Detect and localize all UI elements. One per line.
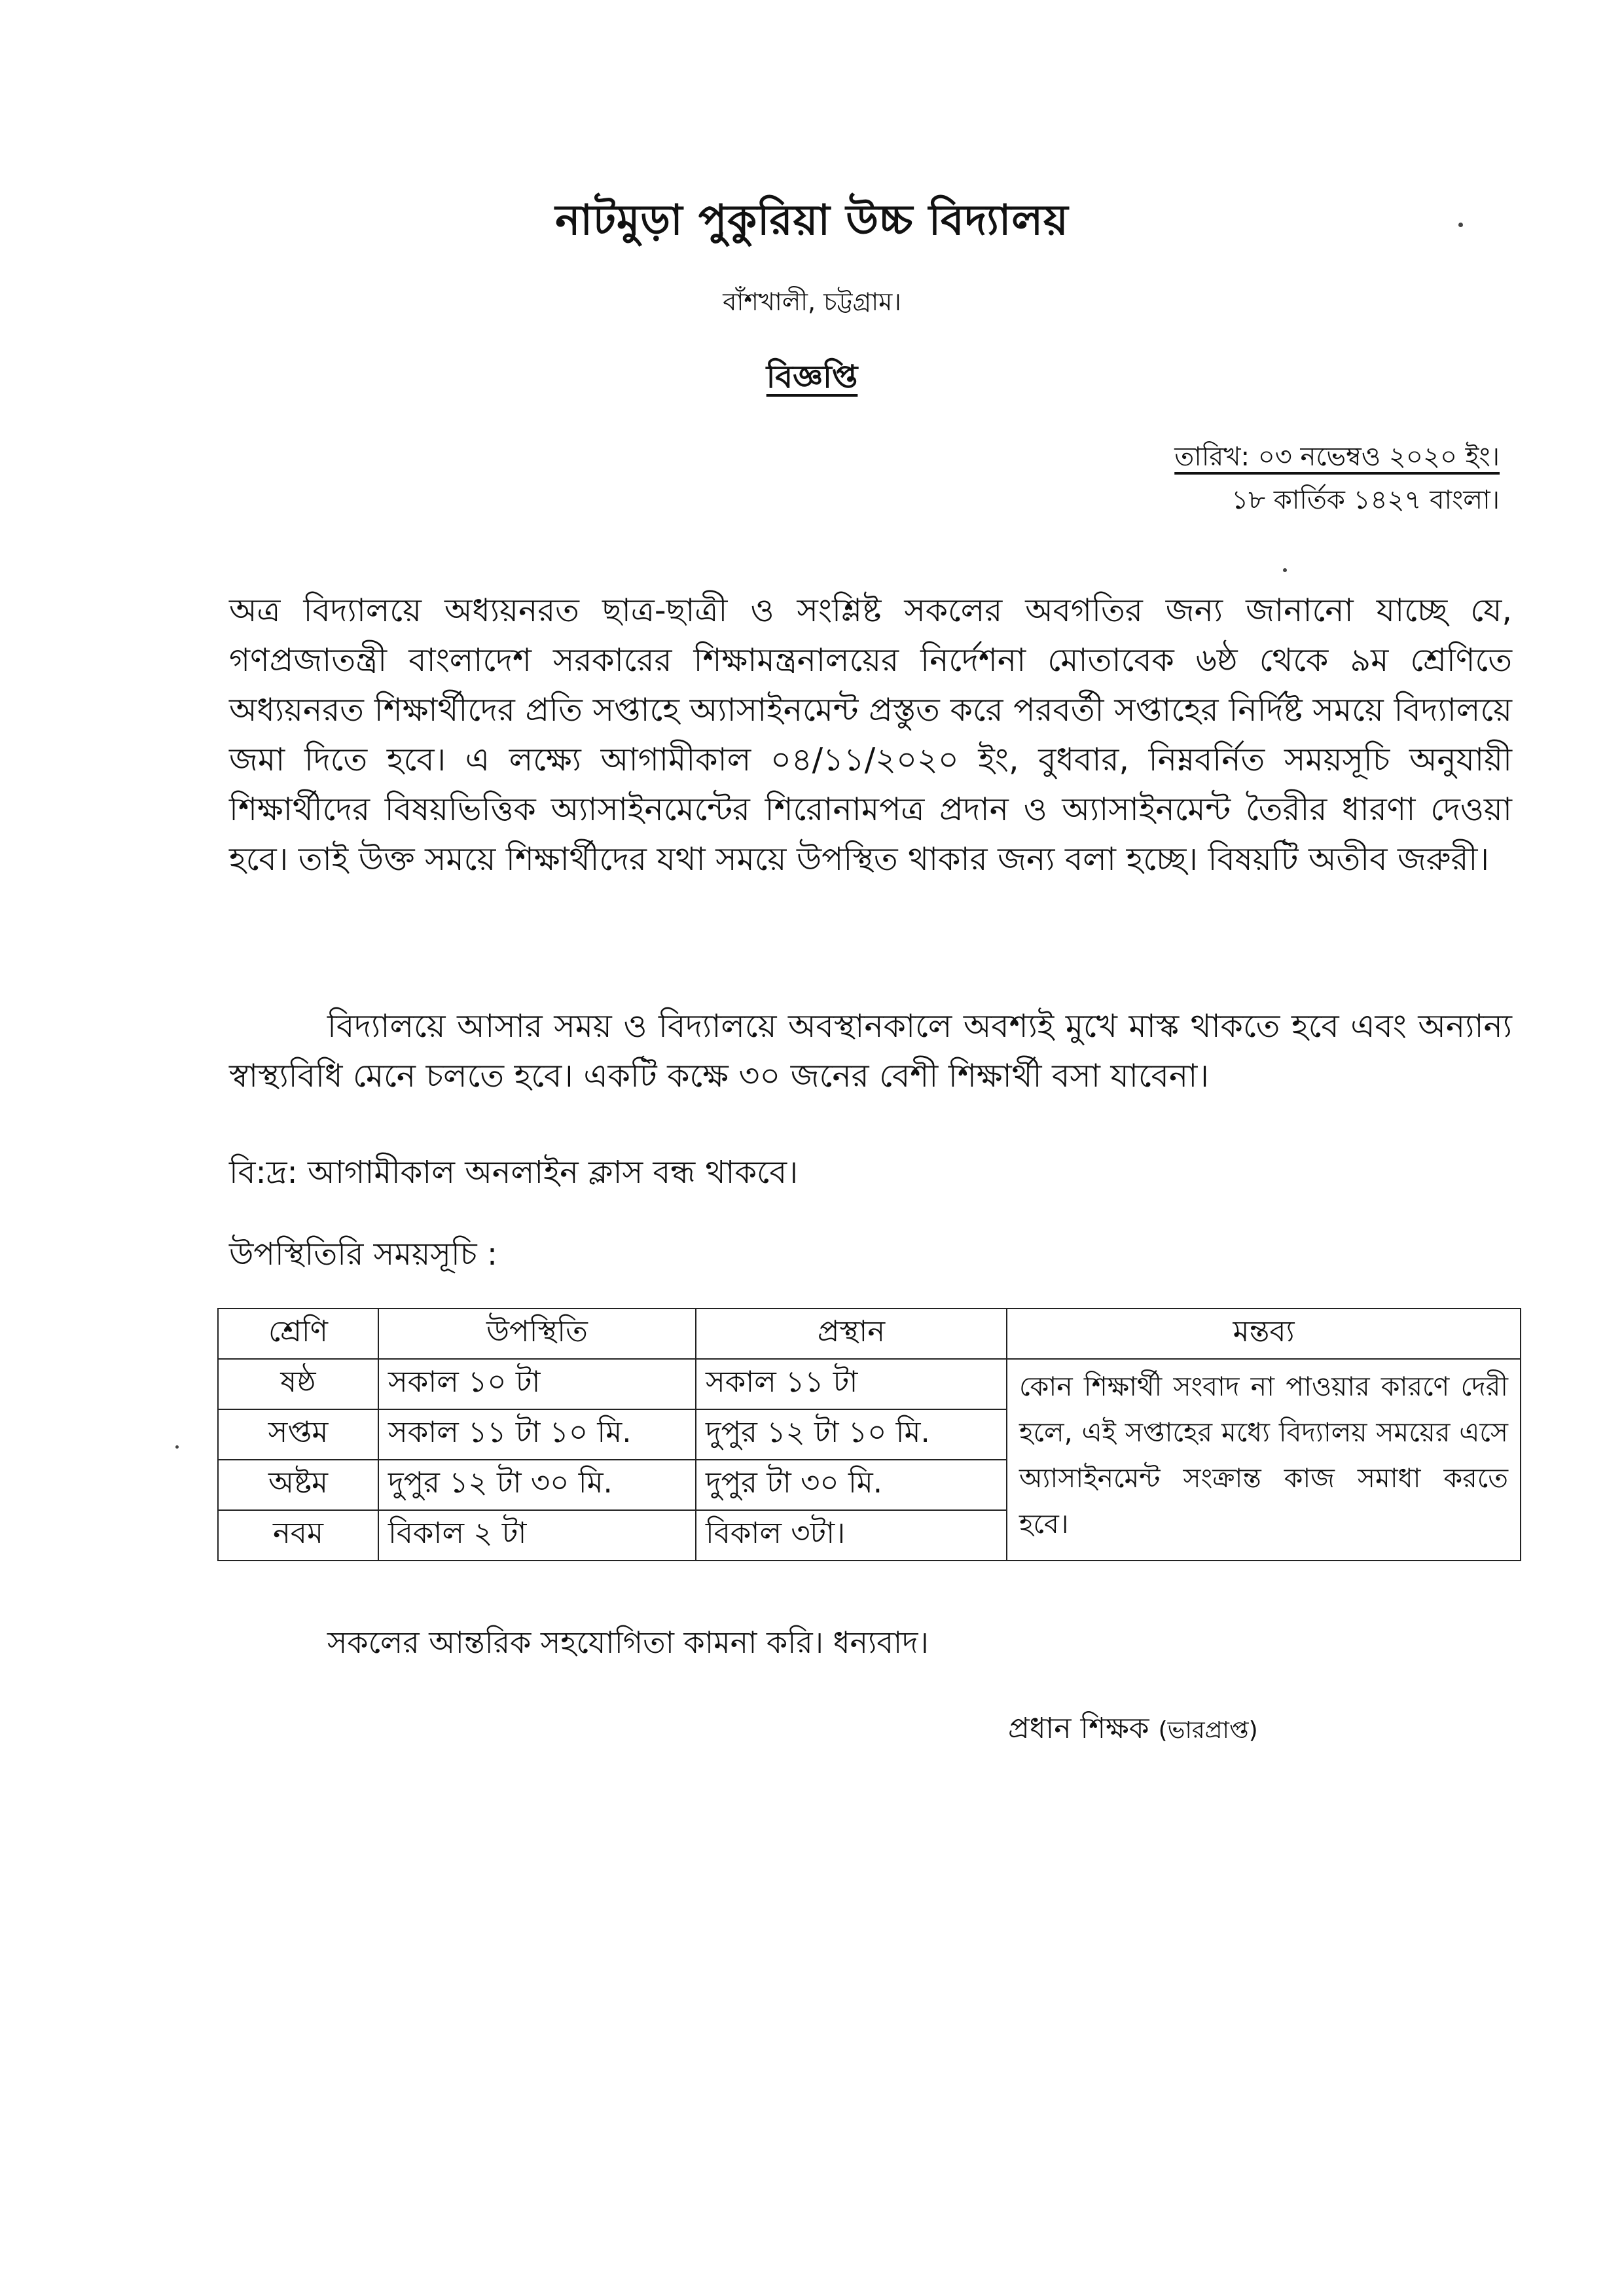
departure-cell: সকাল ১১ টা: [696, 1359, 1007, 1409]
class-cell: সপ্তম: [218, 1409, 378, 1460]
signature-title: প্রধান শিক্ষক: [1008, 1712, 1149, 1745]
column-header-departure: প্রস্থান: [696, 1309, 1007, 1359]
column-header-remark: মন্তব্য: [1007, 1309, 1521, 1359]
departure-cell: বিকাল ৩টা।: [696, 1510, 1007, 1561]
schedule-table: [217, 1308, 1521, 1561]
column-header-class: শ্রেণি: [218, 1309, 378, 1359]
notice-heading: [0, 353, 1624, 405]
scan-speck: [175, 1445, 179, 1449]
schedule-heading: উপস্থিতিরি সময়সূচি :: [229, 1236, 498, 1273]
remark-cell: কোন শিক্ষার্থী সংবাদ না পাওয়ার কারণে দেরী হলে, এই সপ্তাহের মধ্যে বিদ্যালয় সময়ের এসে অ্যাসাইনমেন্ট সংক্রান্ত কাজ সমাধা করতে হবে।: [1007, 1359, 1521, 1561]
arrival-cell: বিকাল ২ টা: [378, 1510, 696, 1561]
school-address: বাঁশখালী, চট্টগ্রাম।: [723, 287, 901, 316]
arrival-cell: সকাল ১০ টা: [378, 1359, 696, 1409]
arrival-cell: সকাল ১১ টা ১০ মি.: [378, 1409, 696, 1460]
signature-block: [1008, 1707, 1258, 1754]
column-header-arrival: উপস্থিতি: [378, 1309, 696, 1359]
class-cell: অষ্টম: [218, 1460, 378, 1510]
arrival-cell: দুপুর ১২ টা ৩০ মি.: [378, 1460, 696, 1510]
notice-body-paragraph: অত্র বিদ্যালয়ে অধ্যয়নরত ছাত্র-ছাত্রী ও সংশ্লিষ্ট সকলের অবগতির জন্য জানানো যাচ্ছে যে, গণপ্রজাতন্ত্রী বাংলাদেশ সরকারের শিক্ষামন্ত্রনালয়ের নির্দেশনা মোতাবেক ৬ষ্ঠ থেকে ৯ম শ্রেণিতে অধ্যয়নরত শিক্ষার্থীদের প্রতি সপ্তাহে অ্যাসাইনমেন্ট প্রস্তুত করে পরবর্তী সপ্তাহের নির্দিষ্ট সময়ে বিদ্যালয়ে জমা দিতে হবে। এ লক্ষ্যে আগামীকাল ০৪/১১/২০২০ ইং, বুধবার, নিম্নবর্নিত সময়সূচি অনুযায়ী শিক্ষার্থীদের বিষয়ভিত্তিক অ্যাসাইনমেন্টের শিরোনামপত্র প্রদান ও অ্যাসাইনমেন্ট তৈরীর ধারণা দেওয়া হবে। তাই উক্ত সময়ে শিক্ষার্থীদের যথা সময়ে উপস্থিত থাকার জন্য বলা হচ্ছে। বিষয়টি অতীব জরুরী।: [229, 592, 1512, 878]
table-header-row: [218, 1309, 1521, 1359]
scan-speck: [1283, 568, 1287, 572]
note-line: বি:দ্র: আগামীকাল অনলাইন ক্লাস বন্ধ থাকবে।: [229, 1154, 799, 1191]
class-cell: নবম: [218, 1510, 378, 1561]
health-rules-paragraph: বিদ্যালয়ে আসার সময় ও বিদ্যালয়ে অবস্থানকালে অবশ্যই মুখে মাস্ক থাকতে হবে এবং অন্যান্য স্বাস্থ্যবিধি মেনে চলতে হবে। একটি কক্ষে ৩০ জনের বেশী শিক্ষার্থী বসা যাবেনা।: [229, 1007, 1512, 1094]
departure-cell: দুপুর ১২ টা ১০ মি.: [696, 1409, 1007, 1460]
date-bengali: ১৮ কার্তিক ১৪২৭ বাংলা।: [1231, 485, 1500, 515]
school-name: নাটমুড়া পুকুরিয়া উচ্চ বিদ্যালয়: [555, 196, 1069, 245]
date-english: তারিখ: ০৩ নভেম্বও ২০২০ ইং।: [1174, 442, 1500, 472]
class-cell: ষষ্ঠ: [218, 1359, 378, 1409]
date-block: [1174, 435, 1500, 522]
departure-cell: দুপুর টা ৩০ মি.: [696, 1460, 1007, 1510]
closing-line: সকলের আন্তরিক সহযোগিতা কামনা করি। ধন্যবাদ।: [327, 1625, 929, 1660]
signature-note: (ভারপ্রাপ্ত): [1158, 1717, 1258, 1744]
table-row: [218, 1359, 1521, 1409]
notice-title: বিজ্ঞপ্তি: [766, 359, 858, 395]
